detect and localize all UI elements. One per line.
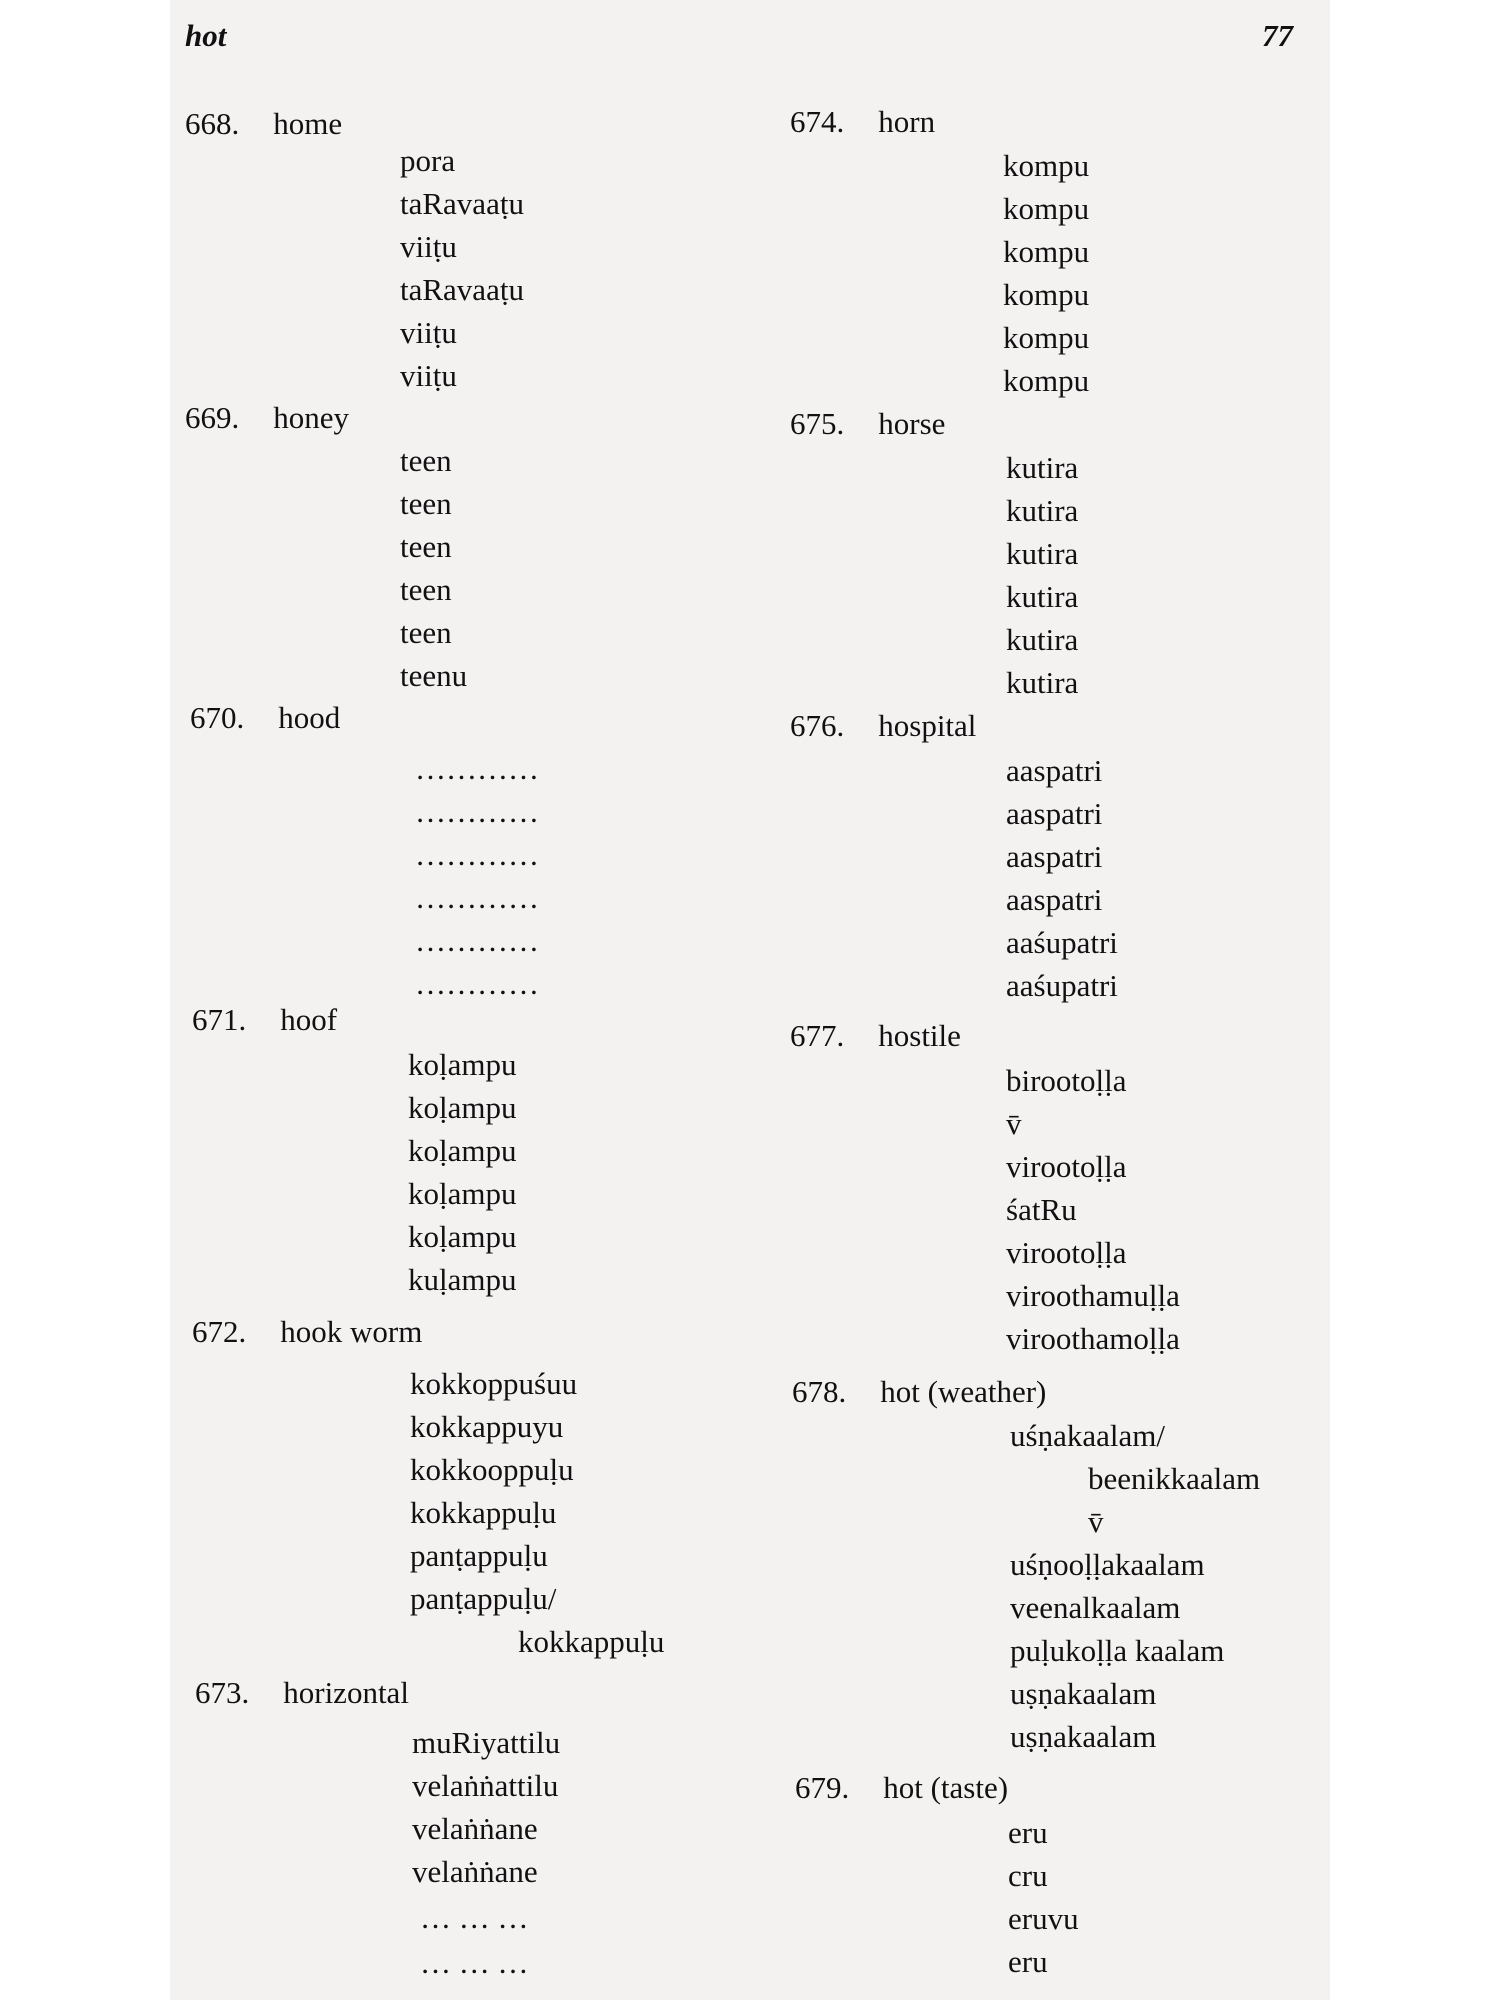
variant-form: kutira	[1006, 493, 1079, 528]
entry-headword: hot (weather)	[880, 1374, 1047, 1409]
variant-form: … … …	[420, 1945, 529, 1980]
variant-form: aaspatri	[1006, 839, 1103, 874]
variant-form: kuḷampu	[408, 1262, 517, 1297]
entry-number: 674.	[790, 104, 845, 139]
variant-form: kutira	[1006, 665, 1079, 700]
entry-headword: hood	[278, 700, 341, 735]
variant-form: eruvu	[1008, 1901, 1079, 1936]
entry-heading	[790, 104, 935, 140]
variant-form: viiṭu	[400, 358, 457, 393]
variant-form: v̄	[1088, 1504, 1104, 1539]
variant-form: … … …	[420, 1900, 529, 1935]
entry-headword: home	[273, 106, 343, 141]
variant-form: muRiyattilu	[412, 1725, 561, 1760]
variant-form: uṣṇakaalam	[1010, 1719, 1157, 1754]
variant-form: kompu	[1003, 191, 1090, 226]
variant-form: kutira	[1006, 536, 1079, 571]
variant-form: puḷukoḷḷa kaalam	[1010, 1633, 1225, 1668]
variant-form: virootoḷḷa	[1006, 1235, 1127, 1270]
variant-form: kompu	[1003, 234, 1090, 269]
variant-form: viiṭu	[400, 315, 457, 350]
variant-form: …………	[415, 923, 539, 958]
variant-form: kutira	[1006, 622, 1079, 657]
entry-headword: hospital	[878, 708, 977, 743]
variant-form: teen	[400, 615, 452, 650]
page-number: 77	[1262, 18, 1293, 53]
entry-number: 677.	[790, 1018, 845, 1053]
variant-form: kutira	[1006, 450, 1079, 485]
variant-form: kokkappuyu	[410, 1409, 564, 1444]
variant-form: …………	[415, 751, 539, 786]
entry-number: 676.	[790, 708, 845, 743]
variant-form: kompu	[1003, 363, 1090, 398]
variant-form: śatRu	[1006, 1192, 1077, 1227]
entry-headword: hoof	[280, 1002, 338, 1037]
variant-form: viroothamoḷḷa	[1006, 1321, 1180, 1356]
variant-form: viiṭu	[400, 229, 457, 264]
variant-form: kokkoppuśuu	[410, 1366, 578, 1401]
variant-form: kokkooppuḷu	[410, 1452, 574, 1487]
entry-number: 669.	[185, 400, 240, 435]
variant-form: …………	[415, 966, 539, 1001]
variant-form: taRavaaṭu	[400, 186, 524, 221]
entry-headword: hostile	[878, 1018, 961, 1053]
variant-form: taRavaaṭu	[400, 272, 524, 307]
variant-form: eru	[1008, 1815, 1048, 1850]
variant-form: beenikkaalam	[1088, 1461, 1261, 1496]
entry-headword: hot (taste)	[883, 1770, 1009, 1805]
entry-heading	[790, 406, 945, 442]
variant-form: velaṅṅattilu	[412, 1768, 559, 1803]
variant-form: teen	[400, 529, 452, 564]
variant-form: panṭappuḷu/	[410, 1581, 557, 1616]
variant-form: aaśupatri	[1006, 925, 1118, 960]
variant-form: kompu	[1003, 148, 1090, 183]
variant-form: koḷampu	[408, 1090, 517, 1125]
entry-headword: hook worm	[280, 1314, 423, 1349]
variant-form: aaśupatri	[1006, 968, 1118, 1003]
variant-form: panṭappuḷu	[410, 1538, 548, 1573]
variant-form: teenu	[400, 658, 468, 693]
variant-form: uśṇakaalam/	[1010, 1418, 1165, 1453]
variant-form: kompu	[1003, 320, 1090, 355]
variant-form: virootoḷḷa	[1006, 1149, 1127, 1184]
entry-number: 678.	[792, 1374, 847, 1409]
variant-form: uṣṇakaalam	[1010, 1676, 1157, 1711]
entry-heading	[790, 1018, 961, 1054]
variant-form: …………	[415, 880, 539, 915]
entry-number: 673.	[195, 1675, 250, 1710]
variant-form: kompu	[1003, 277, 1090, 312]
entry-number: 670.	[190, 700, 245, 735]
variant-form: kokkappuḷu	[518, 1624, 665, 1659]
variant-form: kutira	[1006, 579, 1079, 614]
variant-form: teen	[400, 486, 452, 521]
entry-number: 672.	[192, 1314, 247, 1349]
variant-form: koḷampu	[408, 1176, 517, 1211]
variant-form: aaspatri	[1006, 753, 1103, 788]
variant-form: teen	[400, 443, 452, 478]
variant-form: uśṇooḷḷakaalam	[1010, 1547, 1205, 1582]
entry-number: 679.	[795, 1770, 850, 1805]
running-head-left: hot	[185, 18, 227, 53]
variant-form: aaspatri	[1006, 882, 1103, 917]
variant-form: aaspatri	[1006, 796, 1103, 831]
variant-form: veenalkaalam	[1010, 1590, 1181, 1625]
variant-form: velaṅṅane	[412, 1854, 538, 1889]
variant-form: …………	[415, 794, 539, 829]
variant-form: koḷampu	[408, 1047, 517, 1082]
variant-form: velaṅṅane	[412, 1811, 538, 1846]
entry-heading	[792, 1374, 1046, 1410]
variant-form: eru	[1008, 1944, 1048, 1979]
variant-form: koḷampu	[408, 1133, 517, 1168]
variant-form: pora	[400, 143, 456, 178]
variant-form: kokkappuḷu	[410, 1495, 557, 1530]
entry-number: 675.	[790, 406, 845, 441]
variant-form: koḷampu	[408, 1219, 517, 1254]
entry-heading	[790, 708, 976, 744]
variant-form: v̄	[1006, 1106, 1022, 1141]
variant-form: birootoḷḷa	[1006, 1063, 1127, 1098]
entry-number: 668.	[185, 106, 240, 141]
entry-headword: honey	[273, 400, 350, 435]
variant-form: cru	[1008, 1858, 1048, 1893]
entry-headword: horse	[878, 406, 946, 441]
entry-heading	[795, 1770, 1008, 1806]
entry-headword: horn	[878, 104, 936, 139]
variant-form: viroothamuḷḷa	[1006, 1278, 1180, 1313]
entry-headword: horizontal	[283, 1675, 409, 1710]
variant-form: …………	[415, 837, 539, 872]
entry-number: 671.	[192, 1002, 247, 1037]
variant-form: teen	[400, 572, 452, 607]
